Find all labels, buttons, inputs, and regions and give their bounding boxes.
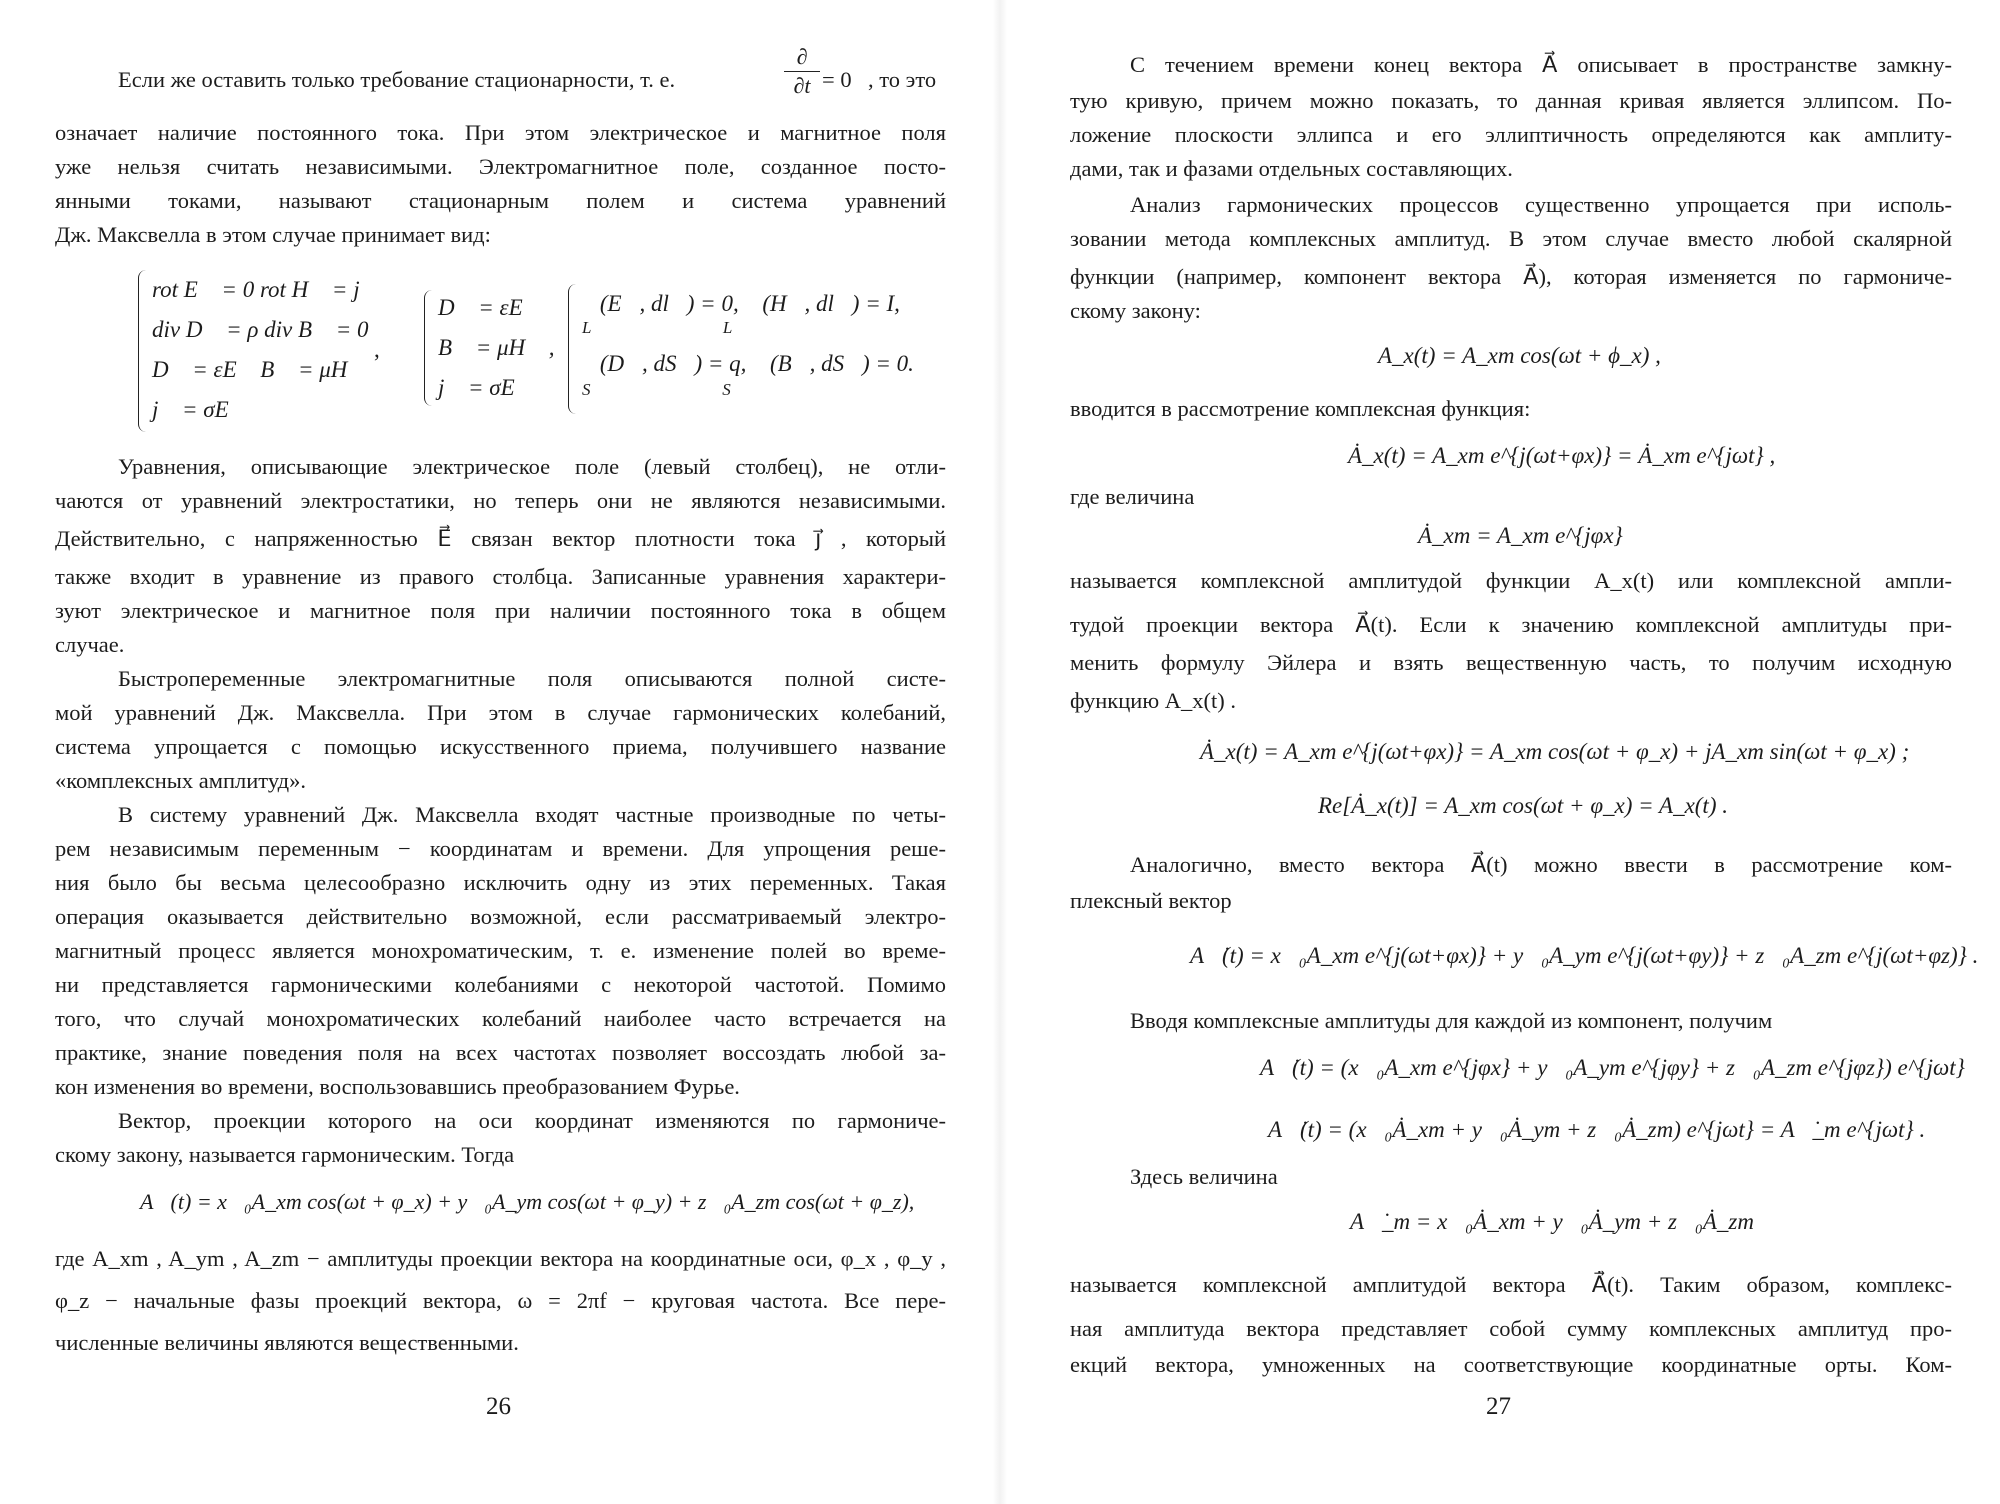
paragraph-line: Вектор, проекции которого на оси координат изменяются по гармониче- <box>118 1108 946 1133</box>
maxwell-equation: div D⃗ = ρ div B⃗ = 0 <box>152 317 369 342</box>
paragraph-line: ложение плоскости эллипса и его эллиптичность определяются как амплиту- <box>1070 122 1952 147</box>
paragraph-line: Дж. Максвелла в этом случае принимает вид: <box>55 222 491 247</box>
paragraph-line: вводится в рассмотрение комплексная функция: <box>1070 396 1531 421</box>
paragraph-line: где A_xm , A_ym , A_zm − амплитуды проекции вектора на координатные оси, φ_x , φ_y , <box>55 1246 946 1271</box>
paragraph-line: операция оказывается действительно возможной, если рассматриваемый электро- <box>55 904 946 929</box>
fraction-denominator: ∂t <box>793 73 811 98</box>
maxwell-equation: j⃗ = σE⃗ <box>438 375 533 400</box>
integration-contour-label: L L <box>582 318 733 337</box>
complex-amplitude-equation: Ȧ_xm = A_xm e^{jφx} <box>1418 523 1623 548</box>
paragraph-line: скому закону: <box>1070 298 1201 323</box>
paragraph-line: плексный вектор <box>1070 888 1232 913</box>
maxwell-integral-equation: ∮(E⃗, dl⃗) = 0, ∮(H⃗, dl⃗) = I, <box>582 291 900 316</box>
complex-vector-amplitude-equation: A⃗̇(t) = (x⃗₀Ȧ_xm + y⃗₀Ȧ_ym + z⃗₀Ȧ_zm) e^{jωt} = A⃗̇_m e^{jωt} . <box>1268 1117 1926 1142</box>
maxwell-equation: rot E⃗ = 0 rot H⃗ = j⃗ <box>152 277 378 302</box>
paragraph-line: также входит в уравнение из правого столбца. Записанные уравнения характери- <box>55 564 946 589</box>
paragraph-line: Действительно, с напряженностью E⃗ связан вектор плотности тока j⃗ , который <box>55 526 946 551</box>
paragraph-line: где величина <box>1070 484 1195 509</box>
paragraph-line: случае. <box>55 632 125 657</box>
page-number: 27 <box>1486 1393 1511 1420</box>
paragraph-line: зовании метода комплексных амплитуд. В этом случае вместо любой скалярной <box>1070 226 1952 251</box>
system-brace <box>138 270 149 432</box>
paragraph-line: Анализ гармонических процессов существенно упрощается при исполь- <box>1130 192 1952 217</box>
euler-expansion-equation: Ȧ_x(t) = A_xm e^{j(ωt+φx)} = A_xm cos(ωt + φ_x) + jA_xm sin(ωt + φ_x) ; <box>1200 739 1910 764</box>
paragraph-line: ния было бы весьма целесообразно исключить одну из этих переменных. Такая <box>55 870 946 895</box>
complex-vector-factored-equation: A⃗̇(t) = (x⃗₀A_xm e^{jφx} + y⃗₀A_ym e^{jφy} + z⃗₀A_zm e^{jφz}) e^{jωt} <box>1260 1055 1965 1080</box>
paragraph-line: менить формулу Эйлера и взять вещественную часть, то получим исходную <box>1070 650 1952 675</box>
paragraph-line: означает наличие постоянного тока. При этом электрическое и магнитное поля <box>55 120 946 145</box>
paragraph-line: называется комплексной амплитудой функции A_x(t) или комплексной ампли- <box>1070 568 1952 593</box>
paragraph-line: магнитный процесс является монохроматическим, т. е. изменение полей во време- <box>55 938 946 963</box>
maxwell-equation: D⃗ = εE⃗ B⃗ = μH⃗ <box>152 357 366 382</box>
paragraph-line: Здесь величина <box>1130 1164 1278 1189</box>
paragraph-line: мой уравнений Дж. Максвелла. При этом в случае гармонических колебаний, <box>55 700 946 725</box>
paragraph-line: скому закону, называется гармоническим. Тогда <box>55 1142 515 1167</box>
paragraph-line: численные величины являются вещественными. <box>55 1330 519 1355</box>
paragraph-line: того, что случай монохроматических колебаний наиболее часто встречается на <box>55 1006 946 1031</box>
complex-vector-equation: A⃗̇(t) = x⃗₀A_xm e^{j(ωt+φx)} + y⃗₀A_ym e^{j(ωt+φy)} + z⃗₀A_zm e^{j(ωt+φz)} . <box>1190 943 1979 968</box>
maxwell-integral-equation: ∮(D⃗, dS⃗) = q, ∮(B⃗, dS⃗) = 0. <box>582 351 914 376</box>
fraction-numerator: ∂ <box>796 44 808 69</box>
paragraph-line: В систему уравнений Дж. Максвелла входят частные производные по четы- <box>118 802 946 827</box>
paragraph-line: екций вектора, умноженных на соответствующие координатные орты. Ком- <box>1070 1352 1952 1377</box>
vector-amplitude-definition: A⃗̇_m = x⃗₀Ȧ_xm + y⃗₀Ȧ_ym + z⃗₀Ȧ_zm <box>1350 1209 1754 1234</box>
paragraph-line: Вводя комплексные амплитуды для каждой из компонент, получим <box>1130 1008 1773 1033</box>
paragraph-line: чаются от уравнений электростатики, но теперь они не являются независимыми. <box>55 488 946 513</box>
paragraph-line: тудой проекции вектора A⃗(t). Если к значению комплексной амплитуды при- <box>1070 612 1952 637</box>
paragraph-line: Быстропеременные электромагнитные поля описываются полной систе- <box>118 666 946 691</box>
paragraph-line: функцию A_x(t) . <box>1070 688 1236 713</box>
paragraph-line: ни представляется гармоническими колебаниями с некоторой частотой. Помимо <box>55 972 946 997</box>
paragraph-line: янными токами, называют стационарным полем и система уравнений <box>55 188 946 213</box>
paragraph-line: «комплексных амплитуд». <box>55 768 306 793</box>
maxwell-equation: D⃗ = εE⃗ <box>438 295 541 320</box>
paragraph-line: называется комплексной амплитудой вектора A⃗̇(t). Таким образом, комплекс- <box>1070 1272 1952 1297</box>
harmonic-vector-equation: A⃗(t) = x⃗₀A_xm cos(ωt + φ_x) + y⃗₀A_ym cos(ωt + φ_y) + z⃗₀A_zm cos(ωt + φ_z), <box>140 1189 915 1214</box>
paragraph-line: кон изменения во времени, воспользовавшись преобразованием Фурье. <box>55 1074 740 1099</box>
system-brace <box>424 290 435 406</box>
paragraph-line: Уравнения, описывающие электрическое поле (левый столбец), не отли- <box>118 454 946 479</box>
paragraph-line: тую кривую, причем можно показать, то данная кривая является эллипсом. По- <box>1070 88 1952 113</box>
paragraph-line: φ_z − начальные фазы проекций вектора, ω = 2πf − круговая частота. Все пере- <box>55 1288 946 1313</box>
system-separator: , <box>374 337 380 362</box>
paragraph-line: рем независимым переменным − координатам и времени. Для упрощения реше- <box>55 836 946 861</box>
paragraph-line: С течением времени конец вектора A⃗ описывает в пространстве замкну- <box>1130 52 1952 77</box>
paragraph-line: функции (например, компонент вектора A⃗), которая изменяется по гармониче- <box>1070 264 1952 289</box>
paragraph-line: система упрощается с помощью искусственного приема, получившего название <box>55 734 946 759</box>
paragraph-line: зуют электрическое и магнитное поля при наличии постоянного тока в общем <box>55 598 946 623</box>
paragraph-line: ная амплитуда вектора представляет собой сумму комплексных амплитуд про- <box>1070 1316 1952 1341</box>
fraction-equals: = 0 <box>822 67 852 92</box>
harmonic-scalar-equation: A_x(t) = A_xm cos(ωt + ϕ_x) , <box>1378 343 1661 368</box>
paragraph-line: дами, так и фазами отдельных составляющих. <box>1070 156 1513 181</box>
maxwell-equation: B⃗ = μH⃗ , <box>438 335 555 360</box>
partial-derivative-fraction <box>782 44 822 99</box>
page-number: 26 <box>486 1393 511 1420</box>
maxwell-equation: j⃗ = σE⃗ <box>152 397 247 422</box>
paragraph-line: уже нельзя считать независимыми. Электромагнитное поле, созданное посто- <box>55 154 946 179</box>
paragraph-line: , то это <box>868 67 937 92</box>
integration-surface-label: S S <box>582 380 731 399</box>
real-part-equation: Re[Ȧ_x(t)] = A_xm cos(ωt + φ_x) = A_x(t) . <box>1318 793 1728 818</box>
complex-function-equation: Ȧ_x(t) = A_xm e^{j(ωt+φx)} = Ȧ_xm e^{jωt} , <box>1348 443 1776 468</box>
paragraph-line: Если же оставить только требование стационарности, т. е. <box>118 67 676 92</box>
paragraph-line: Аналогично, вместо вектора A⃗(t) можно ввести в рассмотрение ком- <box>1130 852 1952 877</box>
paragraph-line: практике, знание поведения поля на всех частотах позволяет воссоздать любой за- <box>55 1040 946 1065</box>
right-page <box>1000 0 2000 1504</box>
system-brace <box>568 284 579 414</box>
